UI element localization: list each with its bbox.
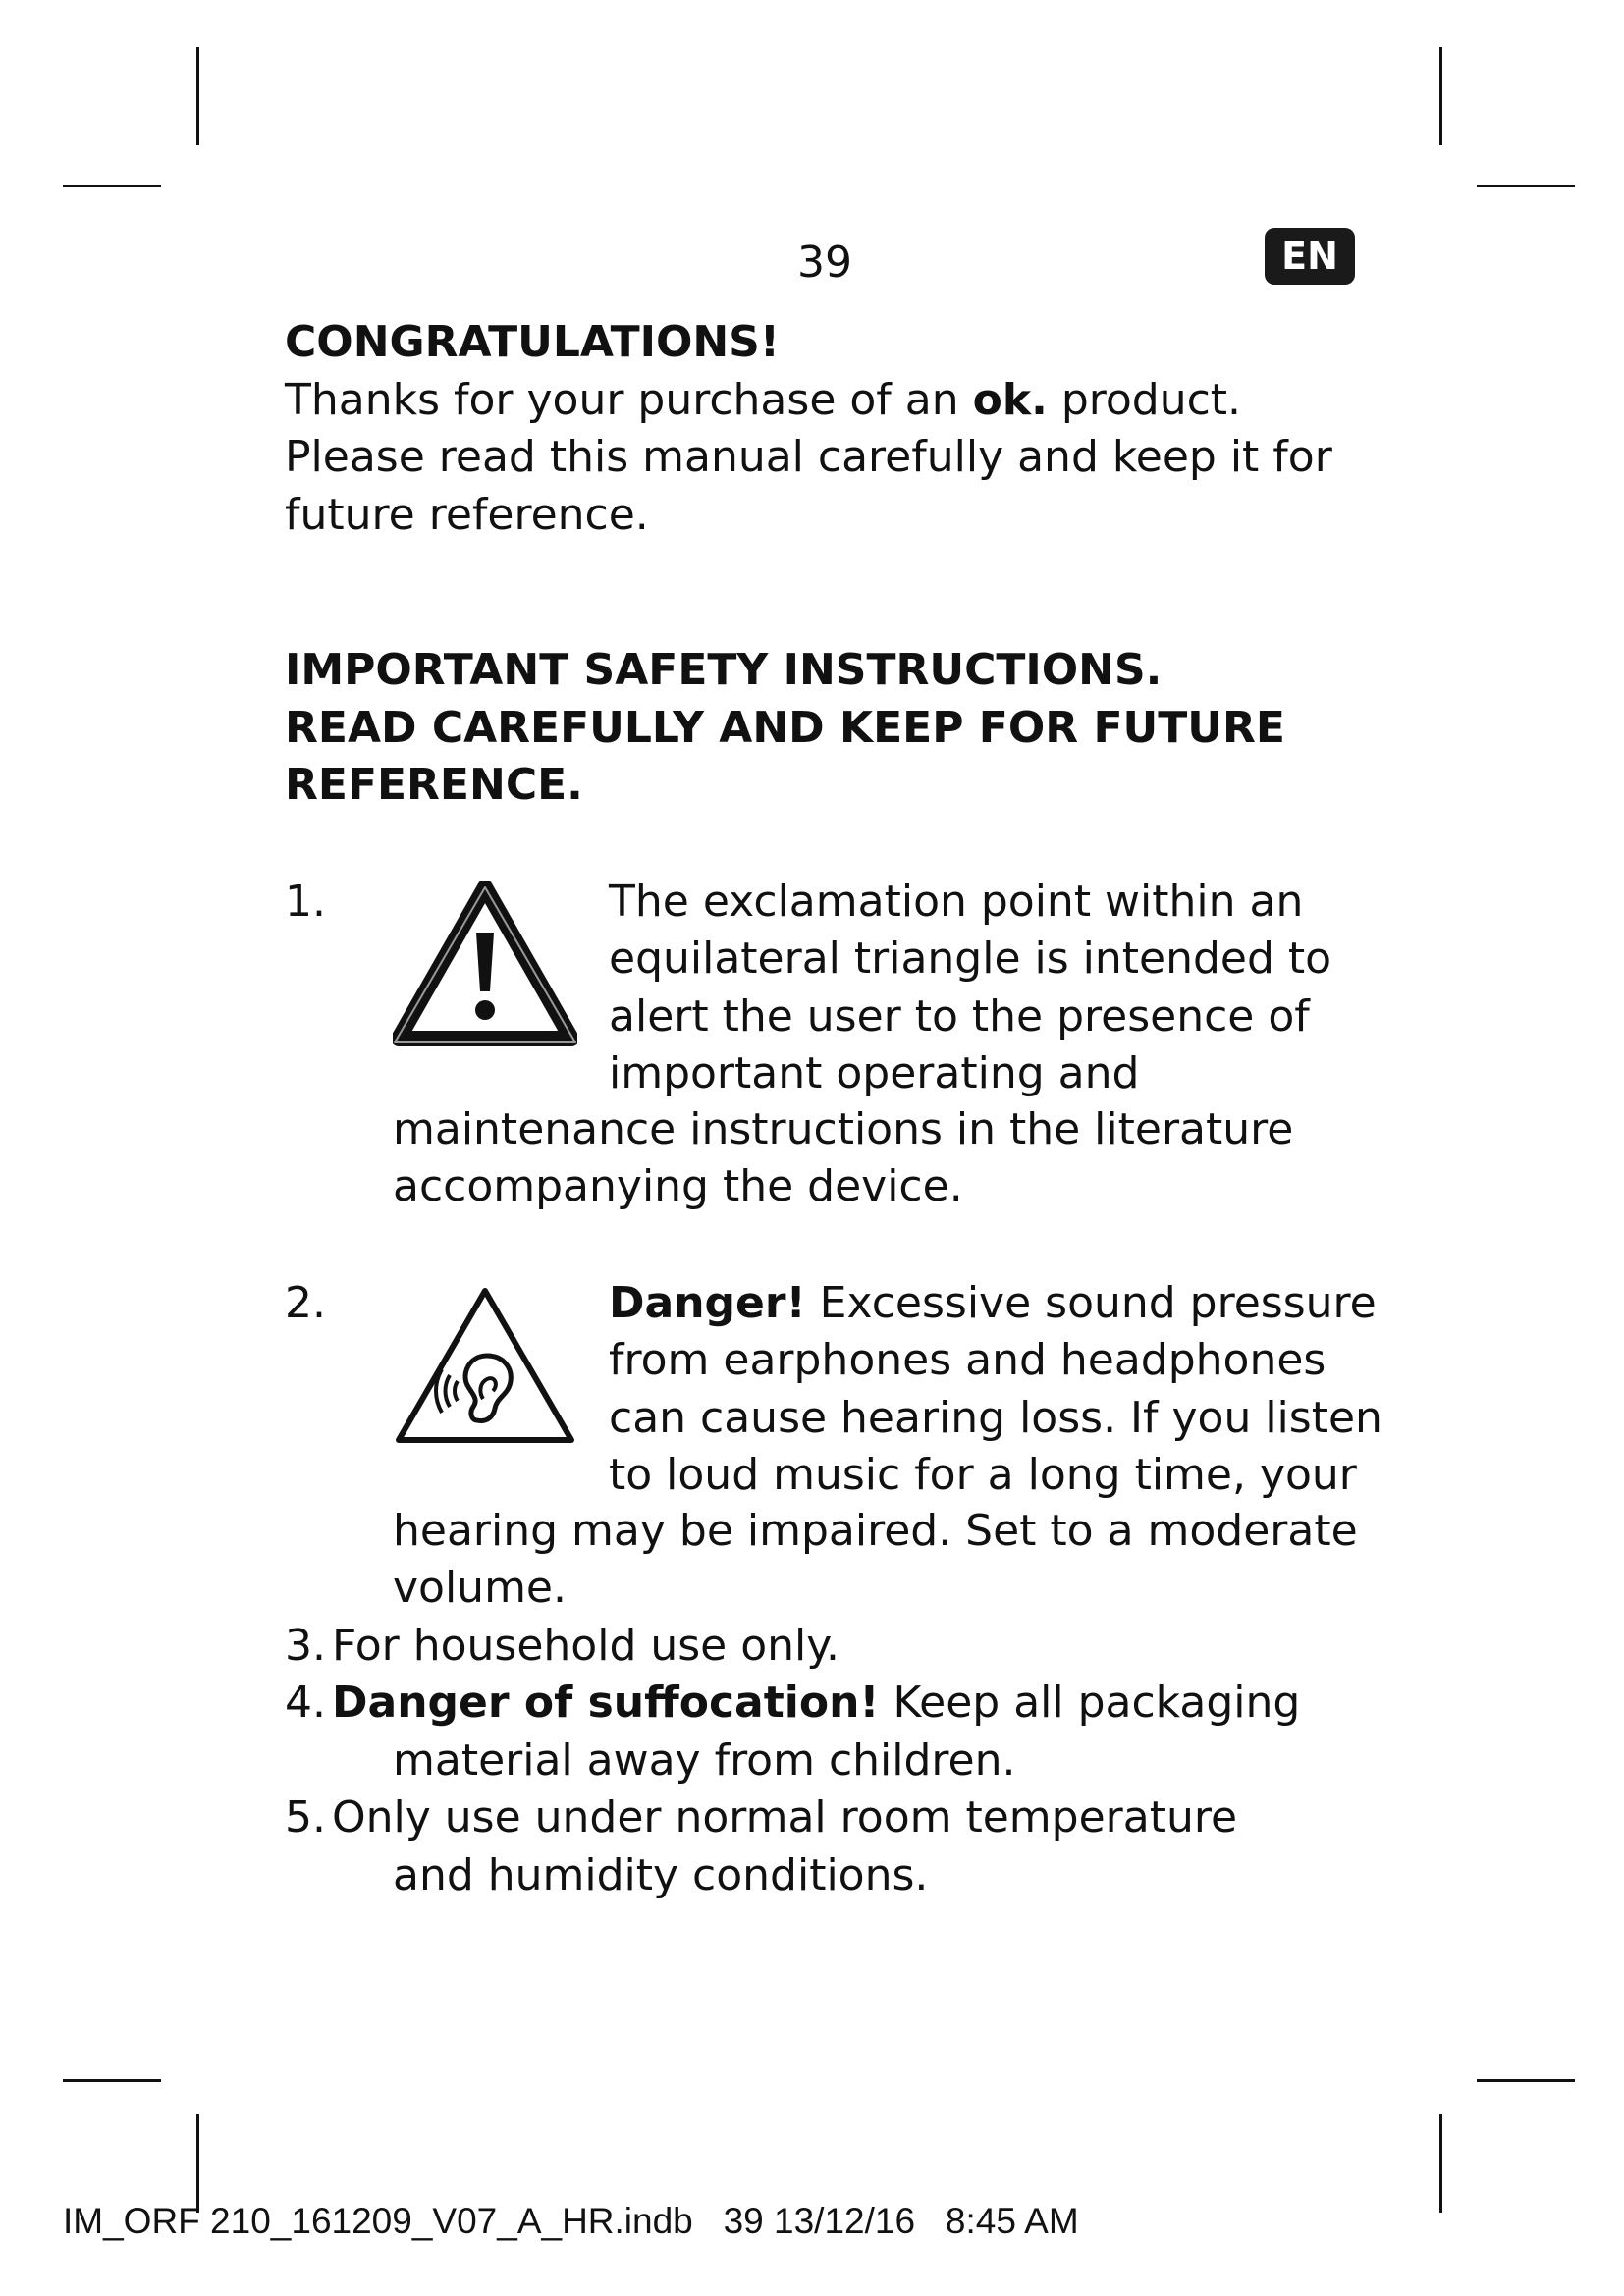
intro-line-3: future reference. xyxy=(285,489,649,540)
danger-label: Danger! xyxy=(609,1277,806,1328)
crop-mark-top-right-vertical xyxy=(1439,47,1442,145)
print-slug: IM_ORF 210_161209_V07_A_HR.indb 39 13/12/16 8:45 AM xyxy=(63,2201,1079,2241)
safety-item-4: 4. Danger of suffocation! Keep all packaging material away from children. xyxy=(285,1675,1375,1789)
crop-mark-bottom-right-vertical xyxy=(1439,2114,1442,2213)
intro-line-1: Thanks for your purchase of an ok. product. xyxy=(285,374,1242,425)
item-number: 4. xyxy=(285,1678,326,1728)
crop-mark-bottom-right-horizontal xyxy=(1477,2079,1575,2082)
crop-mark-top-left-vertical xyxy=(196,47,199,145)
brand-name: ok. xyxy=(972,374,1048,425)
item-number: 3. xyxy=(285,1620,326,1671)
crop-mark-bottom-left-horizontal xyxy=(63,2079,161,2082)
safety-item-1: 1. The exclamation point within an equilateral triangle is intended to alert the user to the presence of important operating and maintenance instructions in the literature accompanying the device. xyxy=(285,874,1375,1216)
intro-line-2: Please read this manual carefully and keep it for xyxy=(285,432,1332,482)
item-number: 5. xyxy=(285,1792,326,1842)
safety-heading: IMPORTANT SAFETY INSTRUCTIONS. READ CAREFULLY AND KEEP FOR FUTURE REFERENCE. xyxy=(285,645,1285,810)
safety-item-3: 3. For household use only. xyxy=(285,1618,1375,1676)
crop-mark-top-left-horizontal xyxy=(63,185,161,187)
safety-item-5: 5. Only use under normal room temperature and humidity conditions. xyxy=(285,1789,1375,1904)
hearing-warning-icon xyxy=(393,1283,577,1450)
item-number: 2. xyxy=(285,1277,326,1328)
congratulations-title: CONGRATULATIONS! xyxy=(285,317,780,367)
suffocation-warning-label: Danger of suffocation! xyxy=(332,1678,880,1728)
intro-paragraph xyxy=(285,372,1375,545)
crop-mark-top-right-horizontal xyxy=(1477,185,1575,187)
warning-exclamation-icon xyxy=(393,881,577,1048)
page-number: 39 xyxy=(797,238,852,288)
safety-item-2: 2. Danger! Excessive sound pressure from earphones and headphones can cause hearing loss. If you listen to loud music for a long time, your hearing may be impaired. Set to a moderate volume. xyxy=(285,1275,1375,1618)
item-number: 1. xyxy=(285,876,326,927)
language-badge: EN xyxy=(1265,228,1355,285)
crop-mark-bottom-left-vertical xyxy=(196,2114,199,2213)
manual-content xyxy=(285,314,1382,1904)
